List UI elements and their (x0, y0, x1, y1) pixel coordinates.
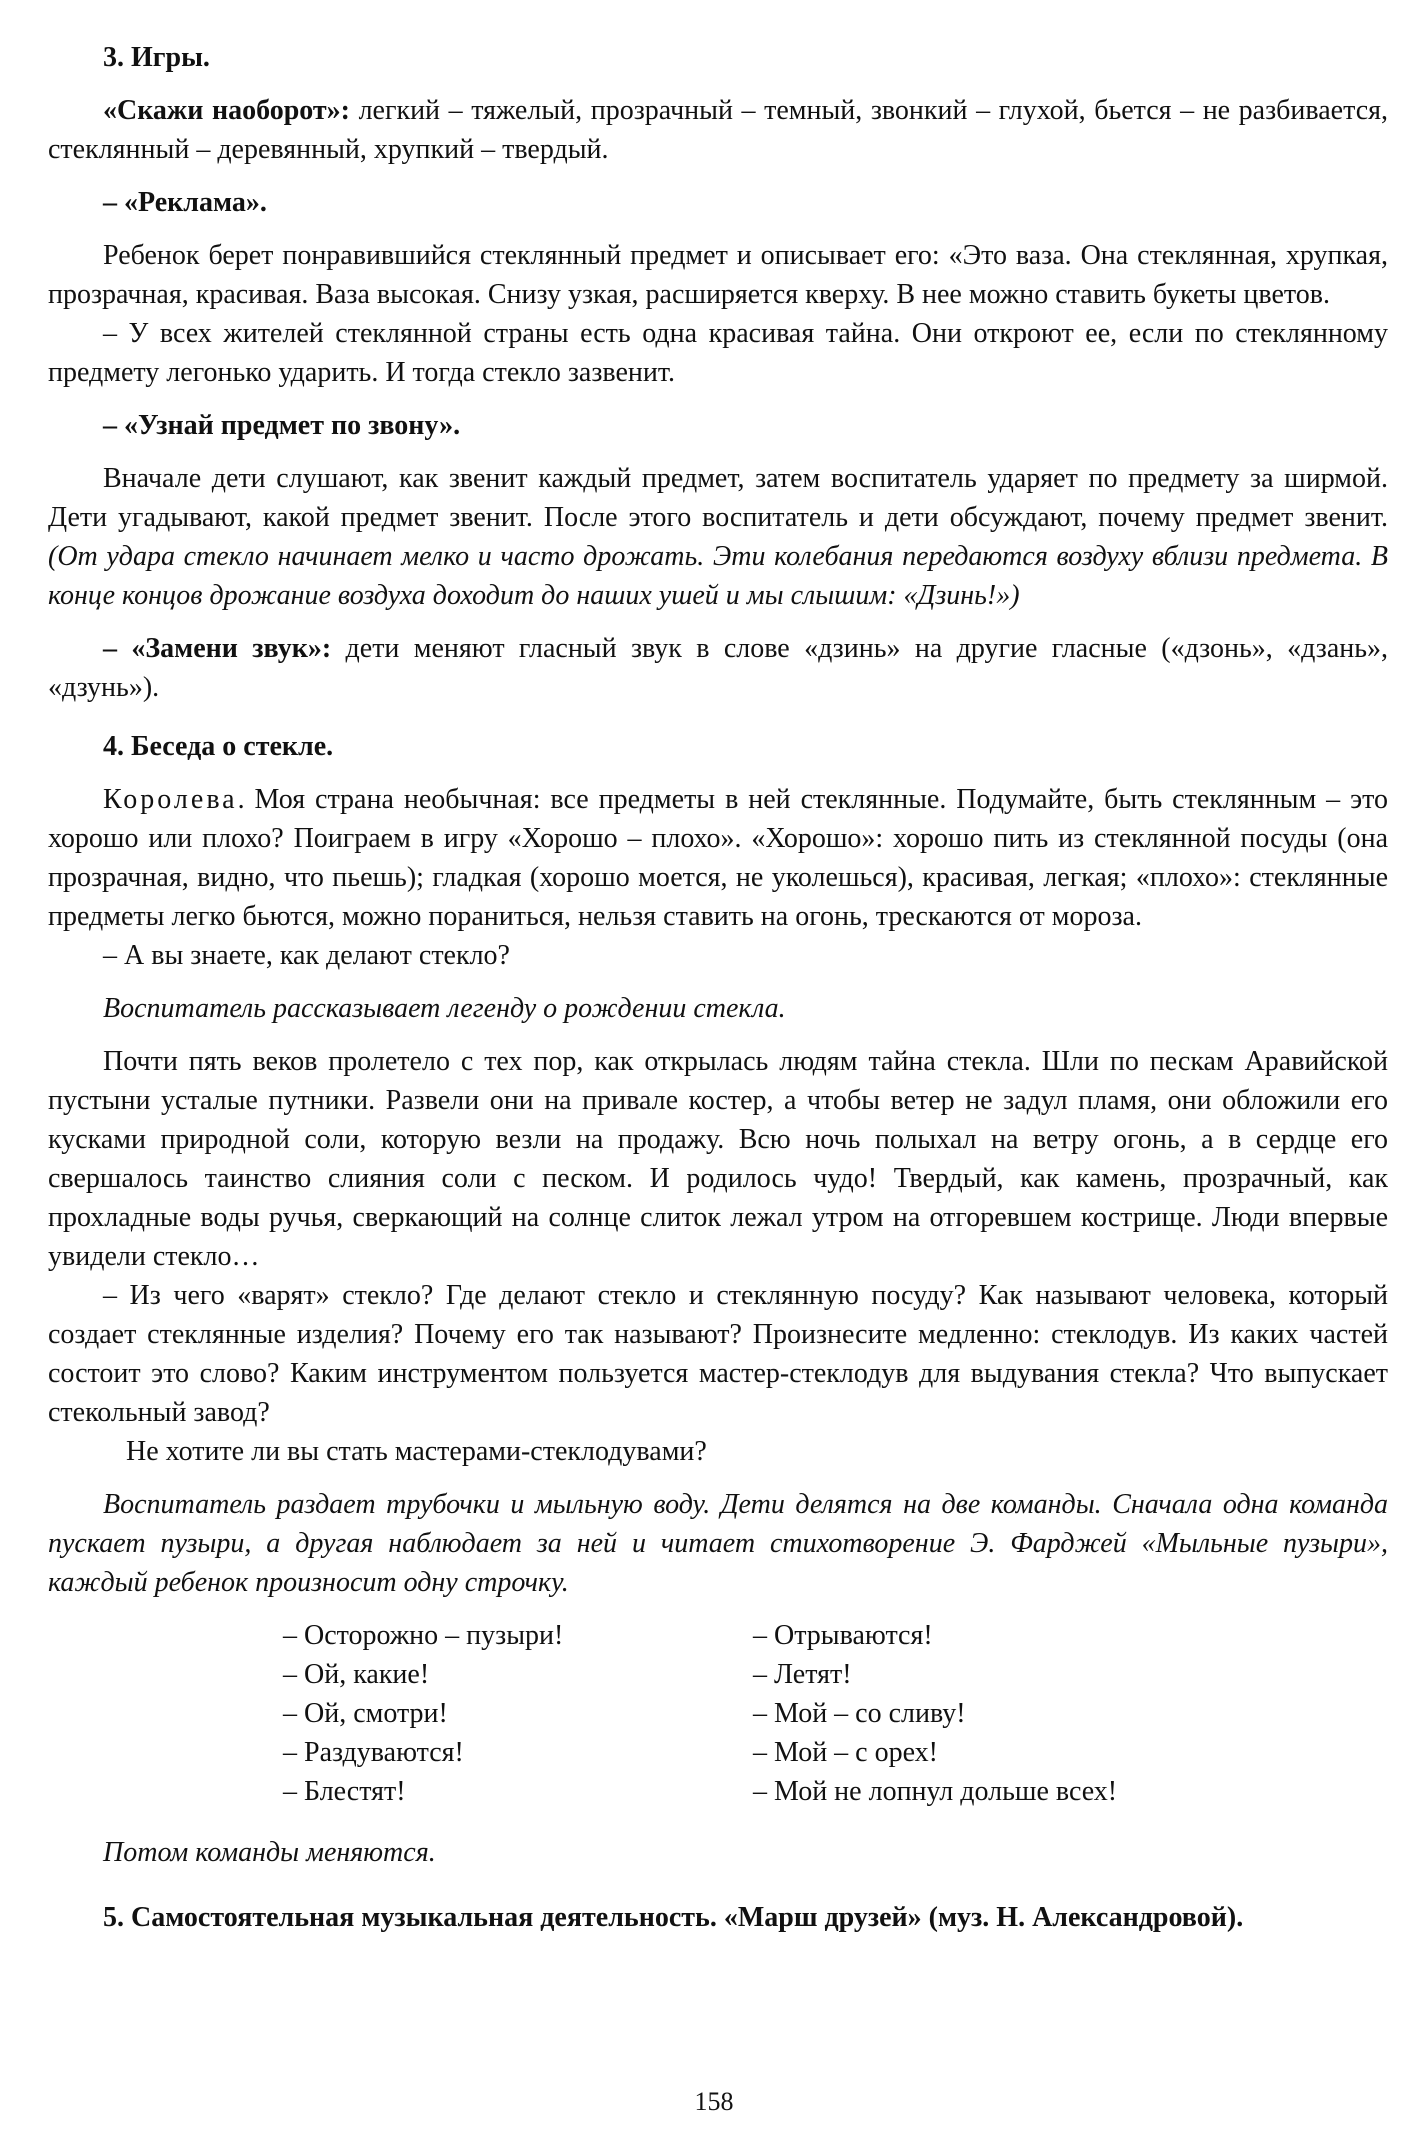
page-number: 158 (694, 2087, 734, 2116)
poem-line: – Блестят! (283, 1776, 406, 1807)
poem-line: – Осторожно – пузыри! (283, 1620, 564, 1651)
teacher-note-legend: Воспитатель рассказывает легенду о рождении стекла. (103, 993, 786, 1024)
poem-line: – Раздуваются! (283, 1737, 464, 1768)
game-sound-explanation: (От удара стекло начинает мелко и часто дрожать. Эти колебания передаются воздуху вблизи предмета. В конце концов дрожание воздуха доходит до наших ушей и мы слышим: «Дзинь!») (48, 541, 1388, 611)
section-3-title: 3. Игры. (103, 42, 210, 73)
game-sound-title: – «Узнай предмет по звону». (103, 410, 461, 441)
poem-line: – Мой – с орех! (753, 1737, 938, 1768)
poem-line: – Отрываются! (753, 1620, 933, 1651)
questions-text: – Из чего «варят» стекло? Где делают стекло и стеклянную посуду? Как называют человека, который создает стеклянные изделия? Почему его так называют? Произнесите медленно: стеклодув. Из каких частей состоит это слово? Каким инструментом пользуется мастер-стеклодув для выдувания стекла? Что выпускает стекольный завод? (48, 1280, 1388, 1428)
queen-speech-text: . Моя страна необычная: все предметы в ней стеклянные. Подумайте, быть стеклянным – это хорошо или плохо? Поиграем в игру «Хорошо – плохо». «Хорошо»: хорошо пить из стеклянной посуды (она прозрачная, видно, что пьешь); гладкая (хорошо моется, не уколешься), красивая, легкая; «плохо»: стеклянные предметы легко бьются, можно пораниться, нельзя ставить на огонь, трескаются от мороза. (48, 784, 1388, 932)
game-advert-title: – «Реклама». (103, 187, 267, 218)
game-replace (48, 629, 1388, 707)
section-5-title: 5. Самостоятельная музыкальная деятельность. «Марш друзей» (муз. Н. Александровой). (103, 1902, 1244, 1933)
poem-line: – Ой, какие! (283, 1659, 430, 1690)
game-advert-text: Ребенок берет понравившийся стеклянный предмет и описывает его: «Это ваза. Она стеклянная, хрупкая, прозрачная, красивая. Ваза высокая. Снизу узкая, расширяется кверху. В нее можно ставить букеты цветов. (48, 240, 1388, 310)
teacher-note-bubbles: Воспитатель раздает трубочки и мыльную воду. Дети делятся на две команды. Сначала одна команда пускает пузыри, а другая наблюдает за ней и читает стихотворение Э. Фарджей «Мыльные пузыри», каждый ребенок произносит одну строчку. (48, 1489, 1388, 1598)
game-sound-text (48, 459, 1388, 615)
game-opposites-text: легкий – тяжелый, прозрачный – темный, звонкий – глухой, бьется – не разбивается, стеклянный – деревянный, хрупкий – твердый. (48, 95, 1388, 165)
game-replace-text: дети меняют гласный звук в слове «дзинь» на другие гласные («дзонь», «дзань», «дзунь»). (48, 633, 1388, 703)
invite-text: Не хотите ли вы стать мастерами-стеклодувами? (126, 1436, 707, 1467)
queen-speaker: Королева (103, 784, 238, 815)
poem-right-column (753, 1616, 1223, 1811)
game-sound-body: Вначале дети слушают, как звенит каждый предмет, затем воспитатель ударяет по предмету за ширмой. Дети угадывают, какой предмет звенит. После этого воспитатель и дети обсуждают, почему предмет звенит. (48, 463, 1388, 533)
question-glass: – А вы знаете, как делают стекло? (103, 940, 510, 971)
game-opposites (48, 91, 1388, 169)
poem-line: – Летят! (753, 1659, 852, 1690)
page-content (48, 38, 1388, 1937)
game-replace-title: – «Замени звук»: (103, 633, 332, 664)
poem-left-column (283, 1616, 753, 1811)
poem-line: – Мой – со сливу! (753, 1698, 966, 1729)
game-opposites-title: «Скажи наоборот»: (103, 95, 350, 126)
poem-line: – Ой, смотри! (283, 1698, 448, 1729)
legend-text: Почти пять веков пролетело с тех пор, как открылась людям тайна стекла. Шли по пескам Аравийской пустыни усталые путники. Развели они на привале костер, а чтобы ветер не задул пламя, они обложили его кусками природной соли, которую везли на продажу. Всю ночь полыхал на ветру огонь, а в сердце его свершалось таинство слияния соли с песком. И родилось чудо! Твердый, как камень, прозрачный, как прохладные воды ручья, сверкающий на солнце слиток лежал утром на отгоревшем кострище. Люди впервые увидели стекло… (48, 1046, 1388, 1272)
poem-line: – Мой не лопнул дольше всех! (753, 1776, 1118, 1807)
queen-speech (48, 780, 1388, 936)
teams-swap-note: Потом команды меняются. (103, 1837, 436, 1868)
game-advert-text-2: – У всех жителей стеклянной страны есть одна красивая тайна. Они откроют ее, если по стеклянному предмету легонько ударить. И тогда стекло зазвенит. (48, 318, 1388, 388)
poem (283, 1616, 1388, 1811)
section-4-title: 4. Беседа о стекле. (103, 731, 334, 762)
